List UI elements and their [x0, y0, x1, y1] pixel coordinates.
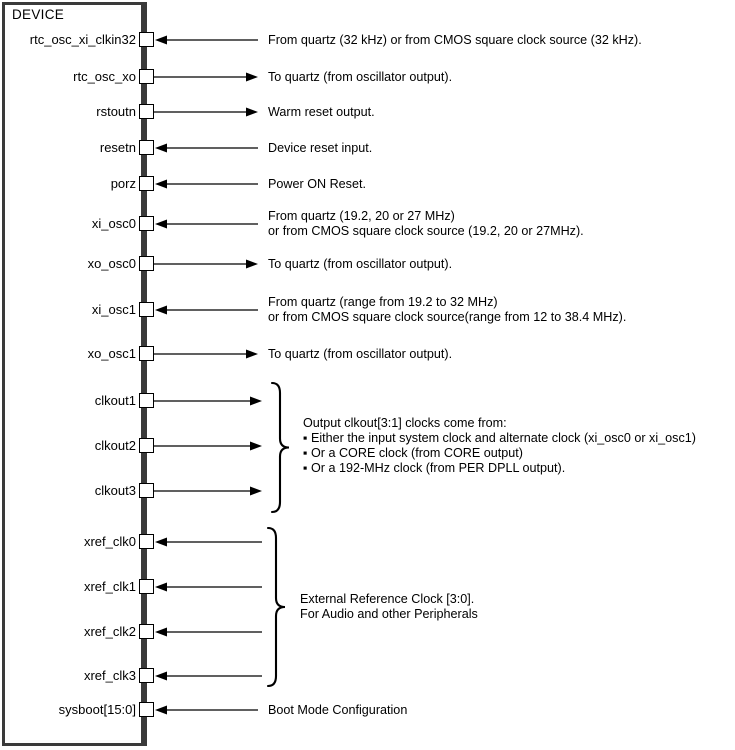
pin-desc-line: From quartz (range from 19.2 to 32 MHz) [268, 295, 498, 309]
clkout-group-text [303, 416, 696, 476]
output-arrowhead-clkout3 [250, 487, 262, 496]
input-arrowhead-xref-clk3 [155, 672, 167, 681]
pin-label-xo-osc0: xo_osc0 [87, 256, 136, 271]
pin-square-clkout1 [139, 393, 154, 408]
output-arrowhead-clkout2 [250, 442, 262, 451]
pin-square-sysboot-15-0 [139, 702, 154, 717]
pin-label-rtc-osc-xi-clkin32: rtc_osc_xi_clkin32 [29, 32, 136, 47]
input-arrowhead-sysboot-15-0 [155, 706, 167, 715]
pin-desc-line: Power ON Reset. [268, 177, 366, 191]
pin-desc-rtc-osc-xi-clkin32 [268, 32, 642, 48]
pin-label-rstoutn: rstoutn [96, 104, 136, 119]
device-title: DEVICE [12, 7, 65, 22]
pin-desc-porz [268, 176, 366, 192]
pin-square-xo-osc0 [139, 256, 154, 271]
clkout-group-text-line: ▪ Either the input system clock and alternate clock (xi_osc0 or xi_osc1) [303, 431, 696, 445]
pin-label-xref-clk0: xref_clk0 [83, 534, 136, 549]
pin-square-xref-clk3 [139, 668, 154, 683]
output-arrowhead-rstoutn [246, 108, 258, 117]
pin-square-xi-osc1 [139, 302, 154, 317]
clkout-group-text-line: Output clkout[3:1] clocks come from: [303, 416, 507, 430]
pin-desc-line: To quartz (from oscillator output). [268, 347, 453, 361]
output-arrowhead-xo-osc1 [246, 350, 258, 359]
pin-desc-line: To quartz (from oscillator output). [268, 257, 453, 271]
input-arrowhead-xi-osc0 [155, 220, 167, 229]
pin-label-xo-osc1: xo_osc1 [87, 346, 136, 361]
output-arrowhead-xo-osc0 [246, 260, 258, 269]
pin-desc-xo-osc0 [268, 256, 452, 272]
pin-label-rtc-osc-xo: rtc_osc_xo [73, 69, 136, 84]
pin-desc-line: To quartz (from oscillator output). [268, 70, 453, 84]
pin-label-xi-osc1: xi_osc1 [91, 302, 136, 317]
pin-label-clkout2: clkout2 [94, 438, 136, 453]
input-arrowhead-resetn [155, 144, 167, 153]
clkout-group-text-line: ▪ Or a CORE clock (from CORE output) [303, 446, 524, 460]
pin-desc-line: or from CMOS square clock source (19.2, 20 or 27MHz). [268, 224, 584, 238]
pin-square-porz [139, 176, 154, 191]
pin-square-rstoutn [139, 104, 154, 119]
clkout-brace [272, 383, 289, 512]
pin-desc-rstoutn [268, 104, 375, 120]
pin-label-clkout1: clkout1 [94, 393, 136, 408]
pin-label-xi-osc0: xi_osc0 [91, 216, 136, 231]
pin-label-resetn: resetn [99, 140, 136, 155]
xref-group-text-line: External Reference Clock [3:0]. [300, 592, 475, 606]
pin-square-xi-osc0 [139, 216, 154, 231]
pin-square-clkout2 [139, 438, 154, 453]
pin-square-xo-osc1 [139, 346, 154, 361]
pin-label-porz: porz [110, 176, 136, 191]
pin-desc-line: Device reset input. [268, 141, 373, 155]
pin-label-xref-clk1: xref_clk1 [83, 579, 136, 594]
pin-desc-resetn [268, 140, 372, 156]
clkout-group-text-line: ▪ Or a 192-MHz clock (from PER DPLL output). [303, 461, 566, 475]
input-arrowhead-xref-clk2 [155, 628, 167, 637]
pin-square-rtc-osc-xo [139, 69, 154, 84]
output-arrowhead-clkout1 [250, 397, 262, 406]
input-arrowhead-xref-clk1 [155, 583, 167, 592]
pin-desc-xi-osc0 [268, 209, 584, 239]
pin-label-sysboot-15-0: sysboot[15:0] [58, 702, 136, 717]
pin-square-xref-clk2 [139, 624, 154, 639]
pin-label-xref-clk3: xref_clk3 [83, 668, 136, 683]
input-arrowhead-porz [155, 180, 167, 189]
pin-square-rtc-osc-xi-clkin32 [139, 32, 154, 47]
pin-square-clkout3 [139, 483, 154, 498]
input-arrowhead-xref-clk0 [155, 538, 167, 547]
input-arrowhead-rtc-osc-xi-clkin32 [155, 36, 167, 45]
xref-group-text [300, 592, 478, 622]
xref-brace [268, 528, 285, 686]
pin-square-xref-clk1 [139, 579, 154, 594]
pin-desc-line: or from CMOS square clock source(range from 12 to 38.4 MHz). [268, 310, 627, 324]
pin-square-resetn [139, 140, 154, 155]
pin-square-xref-clk0 [139, 534, 154, 549]
xref-group-text-line: For Audio and other Peripherals [300, 607, 478, 621]
pin-desc-sysboot-15-0 [268, 702, 407, 718]
pin-desc-rtc-osc-xo [268, 69, 452, 85]
pin-label-clkout3: clkout3 [94, 483, 136, 498]
pin-desc-line: Warm reset output. [268, 105, 375, 119]
pin-label-xref-clk2: xref_clk2 [83, 624, 136, 639]
pin-desc-xo-osc1 [268, 346, 452, 362]
pin-desc-line: Boot Mode Configuration [268, 703, 408, 717]
input-arrowhead-xi-osc1 [155, 306, 167, 315]
pin-desc-line: From quartz (19.2, 20 or 27 MHz) [268, 209, 455, 223]
pin-desc-line: From quartz (32 kHz) or from CMOS square clock source (32 kHz). [268, 33, 642, 47]
pin-desc-xi-osc1 [268, 295, 626, 325]
output-arrowhead-rtc-osc-xo [246, 73, 258, 82]
